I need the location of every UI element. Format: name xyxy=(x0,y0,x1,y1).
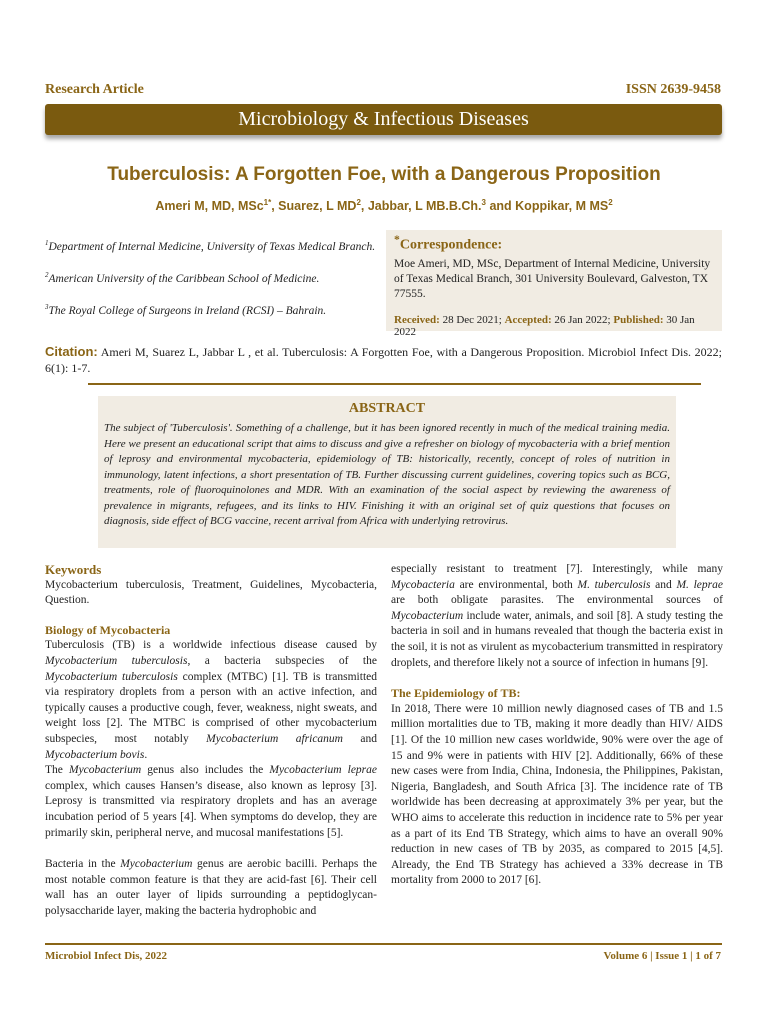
abstract-text: The subject of 'Tuberculosis'. Something of a challenge, but it has been ignored recently in much of the medical training media. Here we present an educational script that aims to discuss and give a refresher on biology of mycobacteria with a brief mention of leprosy and environmental mycobacteria, epidemiology of TB: historically, recently, concept of roles of nutrition in immunology, latent infections, a short presentation of TB. Further discussing current guidelines, covering topics such as BCG, treatments, role of fluoroquinolones and MDR. With an examination of the social aspect by reviewing the awareness of prevalence in migrants, refugees, and its links to HIV. Finishing it with an original set of quiz questions that focuses on diagnosis, side effect of BCG vaccine, recent arrival from Africa with underlying retrovirus. xyxy=(104,422,670,527)
divider-rule xyxy=(88,383,701,385)
accepted-label: Accepted: xyxy=(504,313,552,326)
bio-p2-t2: genus also includes the xyxy=(141,764,270,777)
issn: ISSN 2639-9458 xyxy=(625,82,721,97)
bio-p1-t5: . xyxy=(144,748,148,761)
epidemiology-paragraph: In 2018, There were 10 million newly diagnosed cases of TB and 1.5 million mortalities due to TB, making it more deadly than HIV/ AIDS [1]. Of the 10 million new cases worldwide, 90% were over the age of 15 and 9% were in patients with HIV [2]. Additionally, 66% of these new cases were from India, China, Indonesia, the Philippines, Pakistan, Nigeria, Bangladesh, and South Africa [3]. The incidence rate of TB worldwide has been decreasing at approximately 3% per year, but the WHO aims to accelerate this reduction in incidence rate to 5% per year as a part of its End TB Strategy, which aims to have an overall 90% reduction in new cases of TB by 2035, as compared to 2015 [4,5]. Already, the End TB Strategy has achieved a 33% decrease in TB mortality from 2000 to 2017 [6]. xyxy=(391,702,723,887)
footer-rule xyxy=(45,943,722,945)
bio-p4-i4: Mycobacterium xyxy=(391,609,464,622)
bio-p4-i1: Mycobacteria xyxy=(391,578,455,591)
affiliation-2 xyxy=(45,268,377,286)
bio-p4-t3: and xyxy=(650,578,677,591)
right-column xyxy=(391,562,723,889)
affiliation-2-text: American University of the Caribbean School of Medicine. xyxy=(48,272,320,285)
bio-p2-t1: The xyxy=(45,764,69,777)
received-date: 28 Dec 2021; xyxy=(439,313,505,326)
author-jabbar-sup: 3 xyxy=(481,198,486,207)
biology-paragraph-3 xyxy=(45,857,377,919)
correspondence-box xyxy=(386,230,722,338)
author-suarez-sup: 2 xyxy=(356,198,361,207)
bio-p2-i1: Mycobacterium xyxy=(68,764,142,777)
author-koppikar-sup: 2 xyxy=(608,198,613,207)
correspondence-marker: * xyxy=(394,233,400,246)
author-suarez: , Suarez, L MD xyxy=(271,199,357,214)
keywords-heading: Keywords xyxy=(45,562,102,577)
received-label: Received: xyxy=(394,313,440,326)
affiliation-1 xyxy=(45,236,377,254)
affiliation-1-text: Department of Internal Medicine, University of Texas Medical Branch. xyxy=(48,240,376,253)
author-koppikar: and Koppikar, M MS xyxy=(485,199,609,214)
bio-p4-t1: especially resistant to treatment [7]. Interestingly, while many xyxy=(391,563,723,575)
bio-p1-t4: and xyxy=(343,732,378,745)
bio-p1-t2: , a bacteria subspecies of the xyxy=(187,654,377,667)
bio-p4-t2: are environmental, both xyxy=(454,578,578,591)
article-dates xyxy=(394,314,714,338)
citation-text: Ameri M, Suarez L, Jabbar L , et al. Tuberculosis: A Forgotten Foe, with a Dangerous Proposition. Microbiol Infect Dis. 2022; 6(1): 1-7. xyxy=(45,345,722,375)
left-column xyxy=(45,562,377,919)
biology-paragraph-4 xyxy=(391,562,723,671)
biology-paragraph-1 xyxy=(45,638,377,763)
article-title: Tuberculosis: A Forgotten Foe, with a Dangerous Proposition xyxy=(107,164,661,185)
bio-p1-i3: Mycobacterium africanum xyxy=(206,732,343,745)
footer-journal: Microbiol Infect Dis, 2022 xyxy=(45,950,168,962)
correspondence-label: Correspondence: xyxy=(399,237,503,253)
bio-p4-i3: M. leprae xyxy=(676,578,723,591)
bio-p2-i2: Mycobacterium leprae xyxy=(269,764,377,777)
citation-label: Citation: xyxy=(45,344,98,359)
author-list xyxy=(0,198,768,213)
article-type: Research Article xyxy=(45,82,144,97)
published-label: Published: xyxy=(613,313,664,326)
correspondence-heading xyxy=(394,233,714,254)
bio-p3-i1: Mycobacterium xyxy=(120,858,193,871)
bio-p4-t4: are both obligate parasites. The environmental sources of xyxy=(391,594,723,607)
keywords-text: Mycobacterium tuberculosis, Treatment, Guidelines, Mycobacteria, Question. xyxy=(45,578,377,607)
author-ameri-sup: 1* xyxy=(263,198,272,207)
affiliation-1-sup: 1 xyxy=(45,239,49,247)
affiliations xyxy=(45,236,377,331)
bio-p1-i1: Mycobacterium tuberculosis xyxy=(45,654,188,667)
accepted-date: 26 Jan 2022; xyxy=(551,313,614,326)
bio-p1-i2: Mycobacterium tuberculosis xyxy=(45,670,178,683)
bio-p1-t3: complex (MTBC) [1]. TB is transmitted via respiratory droplets from a person with an active infection, and typically causes a productive cough, fever, weakness, night sweats, and weight loss [2]. The MTBC is comprised of other mycobacterium subspecies, most notably xyxy=(45,670,378,745)
biology-heading: Biology of Mycobacteria xyxy=(45,622,171,637)
footer-page-info: Volume 6 | Issue 1 | 1 of 7 xyxy=(603,950,721,962)
bio-p1-t1: Tuberculosis (TB) is a worldwide infectious disease caused by xyxy=(45,639,377,652)
author-jabbar: , Jabbar, L MB.B.Ch. xyxy=(360,199,482,214)
bio-p1-i4: Mycobacterium bovis xyxy=(45,748,145,761)
affiliation-3-text: The Royal College of Surgeons in Ireland (RCSI) – Bahrain. xyxy=(48,304,327,317)
affiliation-3 xyxy=(45,300,377,318)
bio-p3-t1: Bacteria in the xyxy=(45,858,121,871)
bio-p3-t2: genus are aerobic bacilli. Perhaps the most notable common feature is that they are acid-fast [6]. Their cell wall has an outer layer of lipids surrounding a peptidoglycan-polysaccharide layer, making the bacteria hydrophobic and xyxy=(45,858,377,917)
epidemiology-heading: The Epidemiology of TB: xyxy=(391,686,521,701)
citation xyxy=(45,344,722,376)
bio-p2-t3: complex, which causes Hansen’s disease, also known as leprosy [3]. Leprosy is transmitted via respiratory droplets and has an average incubation period of 5 years [4]. When symptoms do develop, they are primarily skin, peripheral nerve, and mucosal manifestations [5]. xyxy=(45,779,377,839)
biology-paragraph-2 xyxy=(45,763,377,841)
affiliation-3-sup: 3 xyxy=(45,302,49,311)
abstract-box xyxy=(98,396,676,548)
published-date: 30 Jan 2022 xyxy=(394,313,695,338)
correspondence-address: Moe Ameri, MD, MSc, Department of Internal Medicine, University of Texas Medical Branch, 301 University Boulevard, Galveston, TX 77555. xyxy=(394,257,711,300)
abstract-heading: ABSTRACT xyxy=(348,401,426,416)
journal-banner: Microbiology & Infectious Diseases xyxy=(45,104,722,135)
bio-p4-t5: include water, animals, and soil [8]. A study testing the bacteria in soil and in humans revealed that though the bacteria exist in the soil, it is not as virulent as mycobacterium transmitted in respiratory droplets, and therefore likely not a source of infection in humans [9]. xyxy=(391,609,723,669)
affiliation-2-sup: 2 xyxy=(45,270,49,279)
bio-p4-i2: M. tuberculosis xyxy=(577,578,651,591)
author-ameri: Ameri M, MD, MSc xyxy=(155,199,264,214)
